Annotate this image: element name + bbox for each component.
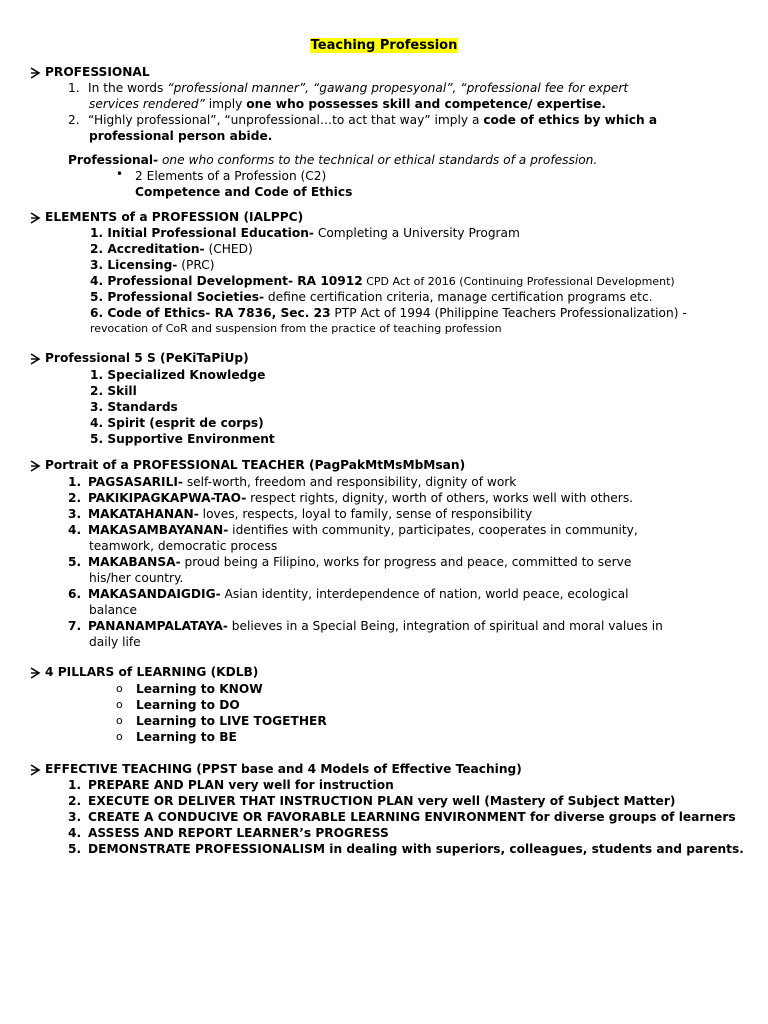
list-item: 5. Professional Societies- define certification criteria, manage certification programs etc. [90, 290, 653, 304]
list-item-continuation: balance [89, 603, 137, 617]
list-item: 1. PREPARE AND PLAN very well for instruction [68, 778, 394, 792]
list-item: 2. PAKIKIPAGKAPWA-TAO- respect rights, dignity, worth of others, works well with others. [68, 491, 634, 505]
list-item: 1. Specialized Knowledge [90, 368, 266, 382]
circle-bullet-icon: o [116, 682, 123, 695]
list-item: Learning to BE [136, 730, 237, 744]
arrow-bullet-icon [29, 353, 41, 365]
list-item: Learning to DO [136, 698, 240, 712]
list-item: 4. Professional Development- RA 10912 CPD Act of 2016 (Continuing Professional Development) [90, 274, 675, 288]
list-item: 2. Skill [90, 384, 137, 398]
list-item: 3. Licensing- (PRC) [90, 258, 215, 272]
section-heading-portrait: Portrait of a PROFESSIONAL TEACHER (PagPakMtMsMbMsan) [45, 458, 466, 472]
list-item: 1. In the words “professional manner”, “gawang propesyonal”, “professional fee for expert [68, 81, 629, 95]
page-title: Teaching Profession [310, 38, 458, 53]
list-item: Learning to KNOW [136, 682, 263, 696]
list-item: 5. DEMONSTRATE PROFESSIONALISM in dealing with superiors, colleagues, students and parents. [68, 842, 744, 856]
list-item-continuation: professional person abide. [89, 129, 273, 143]
list-item: 1. PAGSASARILI- self-worth, freedom and responsibility, dignity of work [68, 475, 517, 489]
list-item-continuation: teamwork, democratic process [89, 539, 278, 553]
section-heading-elements: ELEMENTS of a PROFESSION (IALPPC) [45, 210, 304, 224]
list-item: 5. MAKABANSA- proud being a Filipino, works for progress and peace, committed to serve [68, 555, 632, 569]
list-item: 5. Supportive Environment [90, 432, 275, 446]
list-item-continuation: revocation of CoR and suspension from the practice of teaching profession [90, 322, 502, 335]
list-item: 2. Accreditation- (CHED) [90, 242, 253, 256]
list-item-continuation: his/her country. [89, 571, 184, 585]
arrow-bullet-icon [29, 667, 41, 679]
list-item: 7. PANANAMPALATAYA- believes in a Special Being, integration of spiritual and moral values in [68, 619, 663, 633]
bullet-dot-icon: • [116, 167, 124, 181]
section-heading-pillars: 4 PILLARS of LEARNING (KDLB) [45, 665, 259, 679]
section-heading-five-s: Professional 5 S (PeKiTaPiUp) [45, 351, 249, 365]
list-item: 4. ASSESS AND REPORT LEARNER’s PROGRESS [68, 826, 389, 840]
definition: Professional- one who conforms to the technical or ethical standards of a profession. [68, 153, 598, 167]
circle-bullet-icon: o [116, 714, 123, 727]
bullet-item-sub: Competence and Code of Ethics [135, 185, 353, 199]
list-item: 6. Code of Ethics- RA 7836, Sec. 23 PTP Act of 1994 (Philippine Teachers Professionalization) - [90, 306, 687, 320]
arrow-bullet-icon [29, 212, 41, 224]
section-heading-professional: PROFESSIONAL [45, 65, 150, 79]
circle-bullet-icon: o [116, 730, 123, 743]
circle-bullet-icon: o [116, 698, 123, 711]
list-item: 2. EXECUTE OR DELIVER THAT INSTRUCTION PLAN very well (Mastery of Subject Matter) [68, 794, 676, 808]
list-item: 4. MAKASAMBAYANAN- identifies with community, participates, cooperates in community, [68, 523, 638, 537]
list-item: 3. Standards [90, 400, 178, 414]
arrow-bullet-icon [29, 764, 41, 776]
list-item-continuation: services rendered” imply one who possesses skill and competence/ expertise. [89, 97, 607, 111]
arrow-bullet-icon [29, 460, 41, 472]
arrow-bullet-icon [29, 67, 41, 79]
list-item: 4. Spirit (esprit de corps) [90, 416, 264, 430]
list-item: 3. MAKATAHANAN- loves, respects, loyal to family, sense of responsibility [68, 507, 533, 521]
list-item: 3. CREATE A CONDUCIVE OR FAVORABLE LEARNING ENVIRONMENT for diverse groups of learners [68, 810, 736, 824]
list-item: 1. Initial Professional Education- Completing a University Program [90, 226, 520, 240]
bullet-item: 2 Elements of a Profession (C2) [135, 169, 327, 183]
list-item: 6. MAKASANDAIGDIG- Asian identity, interdependence of nation, world peace, ecological [68, 587, 629, 601]
list-item-continuation: daily life [89, 635, 141, 649]
list-item: Learning to LIVE TOGETHER [136, 714, 327, 728]
section-heading-effective: EFFECTIVE TEACHING (PPST base and 4 Models of Effective Teaching) [45, 762, 522, 776]
list-item: 2. “Highly professional”, “unprofessional…to act that way” imply a code of ethics by which a [68, 113, 658, 127]
